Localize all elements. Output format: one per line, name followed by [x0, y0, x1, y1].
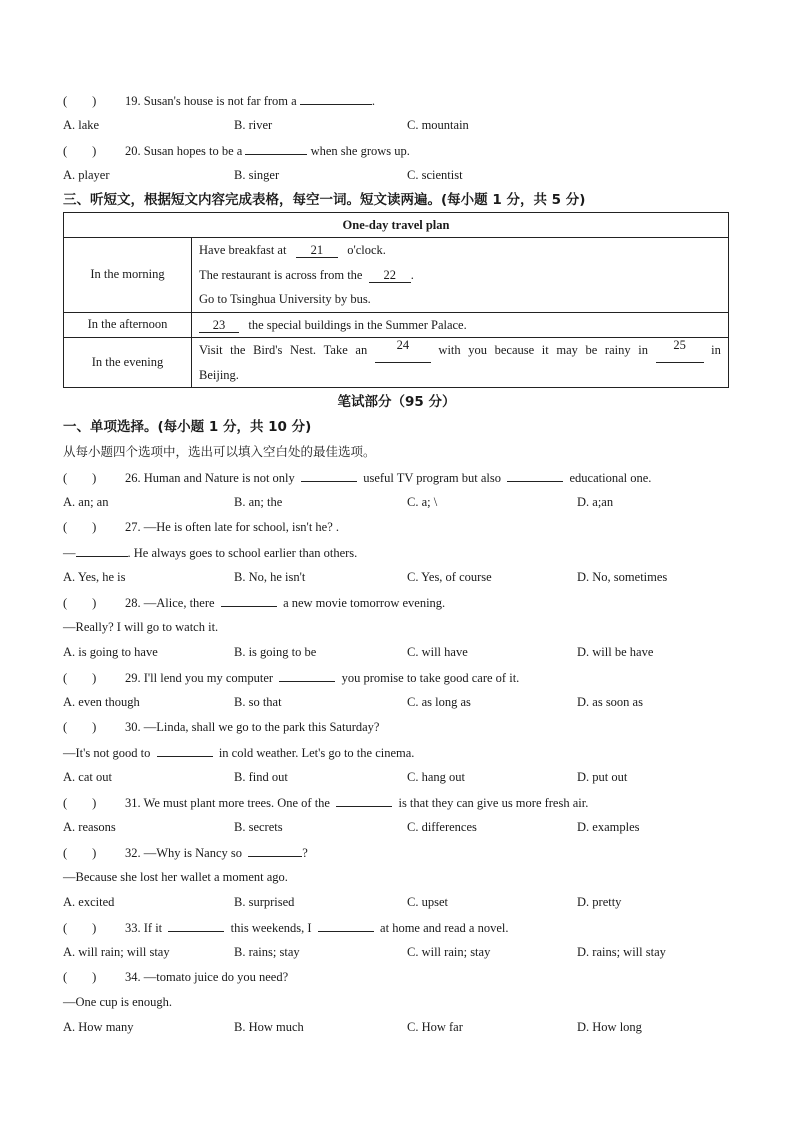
answer-paren: ( ) — [63, 921, 97, 935]
answer-blank — [248, 842, 302, 857]
option-b: B. How much — [234, 1020, 304, 1034]
period-afternoon: In the afternoon — [64, 312, 192, 338]
option-c: C. Yes, of course — [407, 570, 492, 584]
option-c: C. mountain — [407, 118, 469, 132]
question-20 — [63, 140, 730, 165]
section-1-heading: 一、单项选择。(每小题 1 分，共 10 分) — [63, 419, 312, 435]
answer-blank — [507, 467, 563, 482]
travel-plan-table — [63, 212, 729, 388]
option-a: A. an; an — [63, 495, 109, 509]
option-c: C. hang out — [407, 770, 465, 784]
answer-blank — [245, 140, 307, 155]
blank-21: 21 — [296, 243, 338, 258]
evening-line-1: Visit the Bird's Nest. Take an 24 with you because it may be rainy in 25 in — [199, 338, 721, 363]
option-b: B. rains; stay — [234, 945, 300, 959]
options-28 — [63, 642, 730, 667]
question-text-end: when she grows up. — [310, 144, 410, 158]
answer-blank — [318, 917, 374, 932]
option-a: A. even though — [63, 695, 140, 709]
option-b: B. singer — [234, 168, 280, 182]
period-evening: In the evening — [64, 338, 192, 388]
option-b: B. river — [234, 118, 273, 132]
option-a: A. player — [63, 168, 110, 182]
answer-blank — [76, 542, 128, 557]
answer-blank — [279, 667, 335, 682]
option-c: C. upset — [407, 895, 448, 909]
option-c: C. as long as — [407, 695, 471, 709]
options-26 — [63, 492, 730, 517]
option-d: D. No, sometimes — [577, 570, 668, 584]
answer-paren: ( ) — [63, 796, 97, 810]
morning-line-1: Have breakfast at 21 o'clock. — [199, 243, 386, 257]
answer-blank — [336, 792, 392, 807]
morning-cell — [192, 238, 729, 313]
option-b: B. an; the — [234, 495, 283, 509]
option-a: A. Yes, he is — [63, 570, 126, 584]
options-27 — [63, 567, 730, 592]
blank-24: 24 — [375, 338, 431, 363]
question-27: ( ) 27. —He is often late for school, isn't he? . — [63, 517, 730, 542]
answer-paren: ( ) — [63, 970, 97, 984]
options-29 — [63, 692, 730, 717]
answer-paren: ( ) — [63, 94, 97, 108]
question-34: ( ) 34. —tomato juice do you need? — [63, 967, 730, 992]
option-d: D. as soon as — [577, 695, 643, 709]
written-part-title: 笔试部分（95 分） — [337, 394, 456, 410]
question-text: 20. Susan hopes to be a — [125, 144, 243, 158]
option-b: B. secrets — [234, 820, 283, 834]
question-text-end: . — [371, 94, 375, 108]
option-a: A. cat out — [63, 770, 112, 784]
answer-paren: ( ) — [63, 596, 97, 610]
question-29: ( ) 29. I'll lend you my computer you promise to take good care of it. — [63, 667, 730, 692]
option-d: D. a;an — [577, 495, 614, 509]
question-28-reply: —Really? I will go to watch it. — [63, 620, 219, 634]
blank-23: 23 — [199, 318, 239, 333]
option-d: D. rains; will stay — [577, 945, 666, 959]
question-33: ( ) 33. If it this weekends, I at home and read a novel. — [63, 917, 730, 942]
period-morning: In the morning — [64, 238, 192, 313]
question-28: ( ) 28. —Alice, there a new movie tomorrow evening. — [63, 592, 730, 617]
option-a: A. lake — [63, 118, 100, 132]
options-33 — [63, 942, 730, 967]
question-31: ( ) 31. We must plant more trees. One of the is that they can give us more fresh air. — [63, 792, 730, 817]
options-34 — [63, 1017, 730, 1042]
option-b: B. surprised — [234, 895, 295, 909]
afternoon-cell: 23 the special buildings in the Summer Palace. — [192, 312, 729, 338]
question-32-reply: —Because she lost her wallet a moment ago. — [63, 870, 288, 884]
option-a: A. reasons — [63, 820, 116, 834]
options-31 — [63, 817, 730, 842]
answer-paren: ( ) — [63, 720, 97, 734]
options-19 — [63, 115, 730, 140]
options-20 — [63, 165, 730, 190]
option-c: C. will have — [407, 645, 468, 659]
question-30-reply: —It's not good to in cold weather. Let's go to the cinema. — [63, 742, 730, 767]
question-26: ( ) 26. Human and Nature is not only useful TV program but also educational one. — [63, 467, 730, 492]
section-3-heading: 三、听短文，根据短文内容完成表格，每空一词。短文读两遍。(每小题 1 分，共 5 分) — [63, 192, 586, 208]
option-c: C. How far — [407, 1020, 463, 1034]
question-34-reply: —One cup is enough. — [63, 995, 173, 1009]
option-c: C. will rain; stay — [407, 945, 491, 959]
answer-paren: ( ) — [63, 144, 97, 158]
option-d: D. examples — [577, 820, 640, 834]
blank-25: 25 — [656, 338, 704, 363]
blank-22: 22 — [369, 268, 411, 283]
option-c: C. scientist — [407, 168, 463, 182]
option-a: A. will rain; will stay — [63, 945, 170, 959]
question-27-reply: — . He always goes to school earlier than others. — [63, 542, 730, 567]
exam-page — [63, 90, 730, 1042]
options-30 — [63, 767, 730, 792]
question-32: ( ) 32. —Why is Nancy so ? — [63, 842, 730, 867]
options-32 — [63, 892, 730, 917]
option-c: C. differences — [407, 820, 477, 834]
answer-paren: ( ) — [63, 846, 97, 860]
option-b: B. so that — [234, 695, 282, 709]
table-title: One-day travel plan — [64, 213, 729, 238]
option-c: C. a; \ — [407, 495, 438, 509]
option-b: B. is going to be — [234, 645, 317, 659]
option-d: D. pretty — [577, 895, 622, 909]
answer-paren: ( ) — [63, 471, 97, 485]
option-d: D. How long — [577, 1020, 642, 1034]
evening-line-2: Beijing. — [199, 367, 239, 382]
question-30: ( ) 30. —Linda, shall we go to the park this Saturday? — [63, 717, 730, 742]
answer-blank — [168, 917, 224, 932]
option-d: D. put out — [577, 770, 628, 784]
answer-blank — [301, 467, 357, 482]
option-b: B. No, he isn't — [234, 570, 306, 584]
option-a: A. How many — [63, 1020, 134, 1034]
morning-line-3: Go to Tsinghua University by bus. — [199, 292, 371, 306]
answer-blank — [300, 90, 372, 105]
option-b: B. find out — [234, 770, 288, 784]
instruction: 从每小题四个选项中，选出可以填入空白处的最佳选项。 — [63, 444, 376, 459]
answer-paren: ( ) — [63, 671, 97, 685]
answer-blank — [157, 742, 213, 757]
option-d: D. will be have — [577, 645, 654, 659]
answer-paren: ( ) — [63, 520, 97, 534]
answer-blank — [221, 592, 277, 607]
option-a: A. excited — [63, 895, 115, 909]
option-a: A. is going to have — [63, 645, 158, 659]
question-19 — [63, 90, 730, 115]
morning-line-2: The restaurant is across from the 22 . — [199, 267, 414, 282]
question-text: 19. Susan's house is not far from a — [125, 94, 297, 108]
evening-cell — [192, 338, 729, 388]
